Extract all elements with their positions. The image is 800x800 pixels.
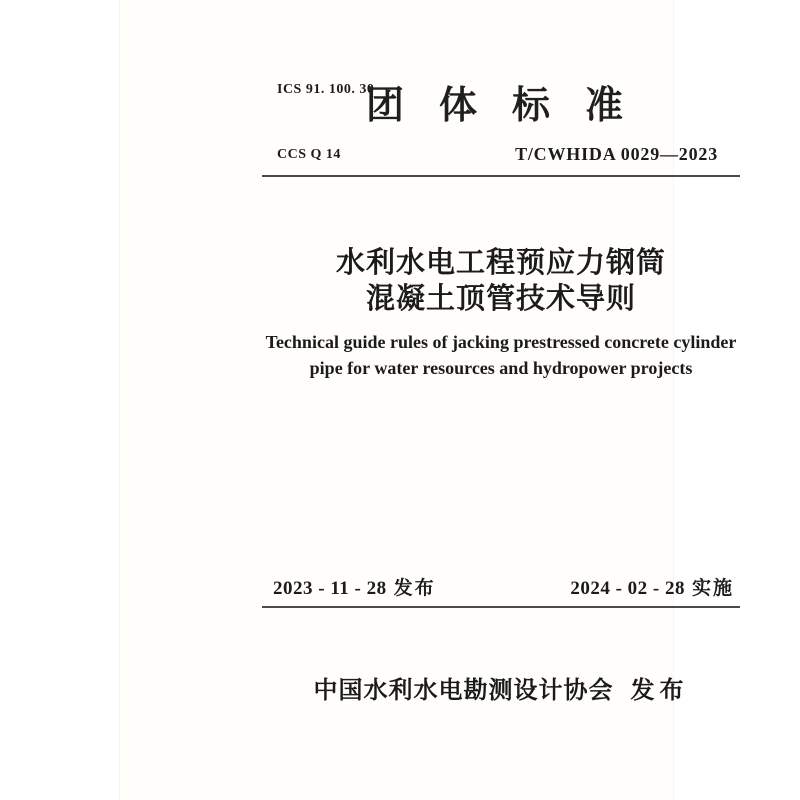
title-chinese xyxy=(262,244,740,316)
issue-label: 发布 xyxy=(393,577,436,599)
standard-cover-page xyxy=(119,0,737,800)
publish-action-label: 发布 xyxy=(630,678,689,704)
standard-number: T/CWHIDA 0029—2023 xyxy=(515,144,718,164)
title-chinese-line2: 混凝土顶管技术导则 xyxy=(365,281,636,315)
implement-date: 2024 - 02 - 28 xyxy=(570,578,685,599)
issue-date: 2023 - 11 - 28 xyxy=(273,578,387,599)
header-divider-rule xyxy=(262,175,740,177)
document-type-heading: 团体标准 xyxy=(365,83,658,127)
ics-code: ICS 91. 100. 30 xyxy=(277,82,375,97)
dates-row xyxy=(262,573,740,600)
title-chinese-line1: 水利水电工程预应力钢筒 xyxy=(335,245,666,279)
title-english xyxy=(242,329,760,381)
footer-divider-rule xyxy=(262,606,740,608)
publisher-row xyxy=(262,670,740,705)
ccs-code: CCS Q 14 xyxy=(277,146,341,162)
implement-date-group xyxy=(570,573,734,600)
title-english-line2: pipe for water resources and hydropower projects xyxy=(309,358,693,378)
implement-label: 实施 xyxy=(691,577,734,599)
title-english-line1: Technical guide rules of jacking prestressed concrete cylinder xyxy=(265,332,737,352)
issue-date-group xyxy=(273,573,436,600)
publisher-name: 中国水利水电勘测设计协会 xyxy=(313,678,614,704)
